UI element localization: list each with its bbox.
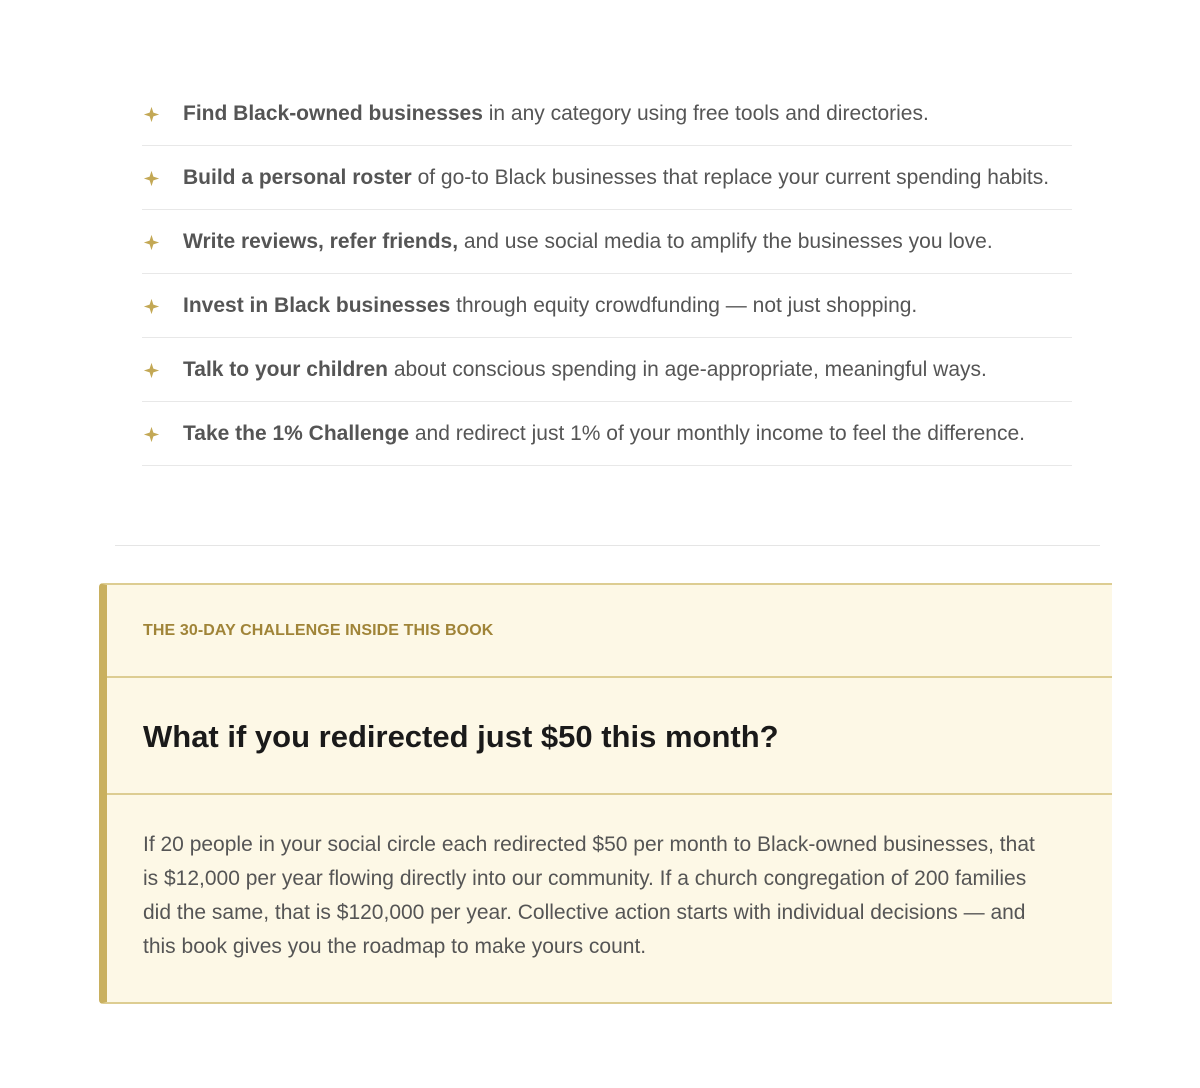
four-point-star-icon (142, 418, 160, 450)
callout-heading: What if you redirected just $50 this month? (143, 718, 779, 754)
list-item (142, 274, 1072, 338)
four-point-star-icon (142, 226, 160, 258)
list-item-text: of go-to Black businesses that replace your current spending habits. (411, 166, 1050, 189)
list-item-bold-text: Talk to your children (183, 358, 388, 381)
four-point-star-icon (142, 354, 160, 386)
list-item-bold-text: Take the 1% Challenge (183, 422, 410, 445)
callout-body: If 20 people in your social circle each redirected $50 per month to Black-owned businesses, that is $12,000 per year flowing directly into our community. If a church congregation of 200 families did the same, that is $120,000 per year. Collective action starts with individual decisions — and this book gives you the roadmap to make yours count. (143, 833, 1035, 958)
challenge-callout (99, 583, 1112, 1004)
list-item (142, 82, 1072, 146)
list-item-text: and redirect just 1% of your monthly income to feel the difference. (409, 422, 1025, 445)
list-item (142, 402, 1072, 466)
callout-heading-row (107, 680, 1112, 795)
list-item-text: and use social media to amplify the businesses you love. (458, 230, 993, 253)
list-item-text: about conscious spending in age-appropriate, meaningful ways. (387, 358, 987, 381)
action-checklist (142, 82, 1072, 466)
list-item-bold-text: Write reviews, refer friends, (183, 230, 459, 253)
list-item-text: through equity crowdfunding — not just shopping. (450, 294, 918, 317)
callout-eyebrow: THE 30-DAY CHALLENGE INSIDE THIS BOOK (143, 621, 494, 639)
section-divider (115, 545, 1100, 546)
list-item-bold-text: Invest in Black businesses (183, 294, 451, 317)
four-point-star-icon (142, 162, 160, 194)
four-point-star-icon (142, 290, 160, 322)
list-item (142, 146, 1072, 210)
four-point-star-icon (142, 98, 160, 130)
callout-body-row (107, 828, 1112, 964)
list-item (142, 338, 1072, 402)
list-item-bold-text: Find Black-owned businesses (183, 102, 483, 125)
callout-eyebrow-row (107, 585, 1112, 678)
list-item (142, 210, 1072, 274)
list-item-text: in any category using free tools and directories. (482, 102, 929, 125)
list-item-bold-text: Build a personal roster (183, 166, 412, 189)
